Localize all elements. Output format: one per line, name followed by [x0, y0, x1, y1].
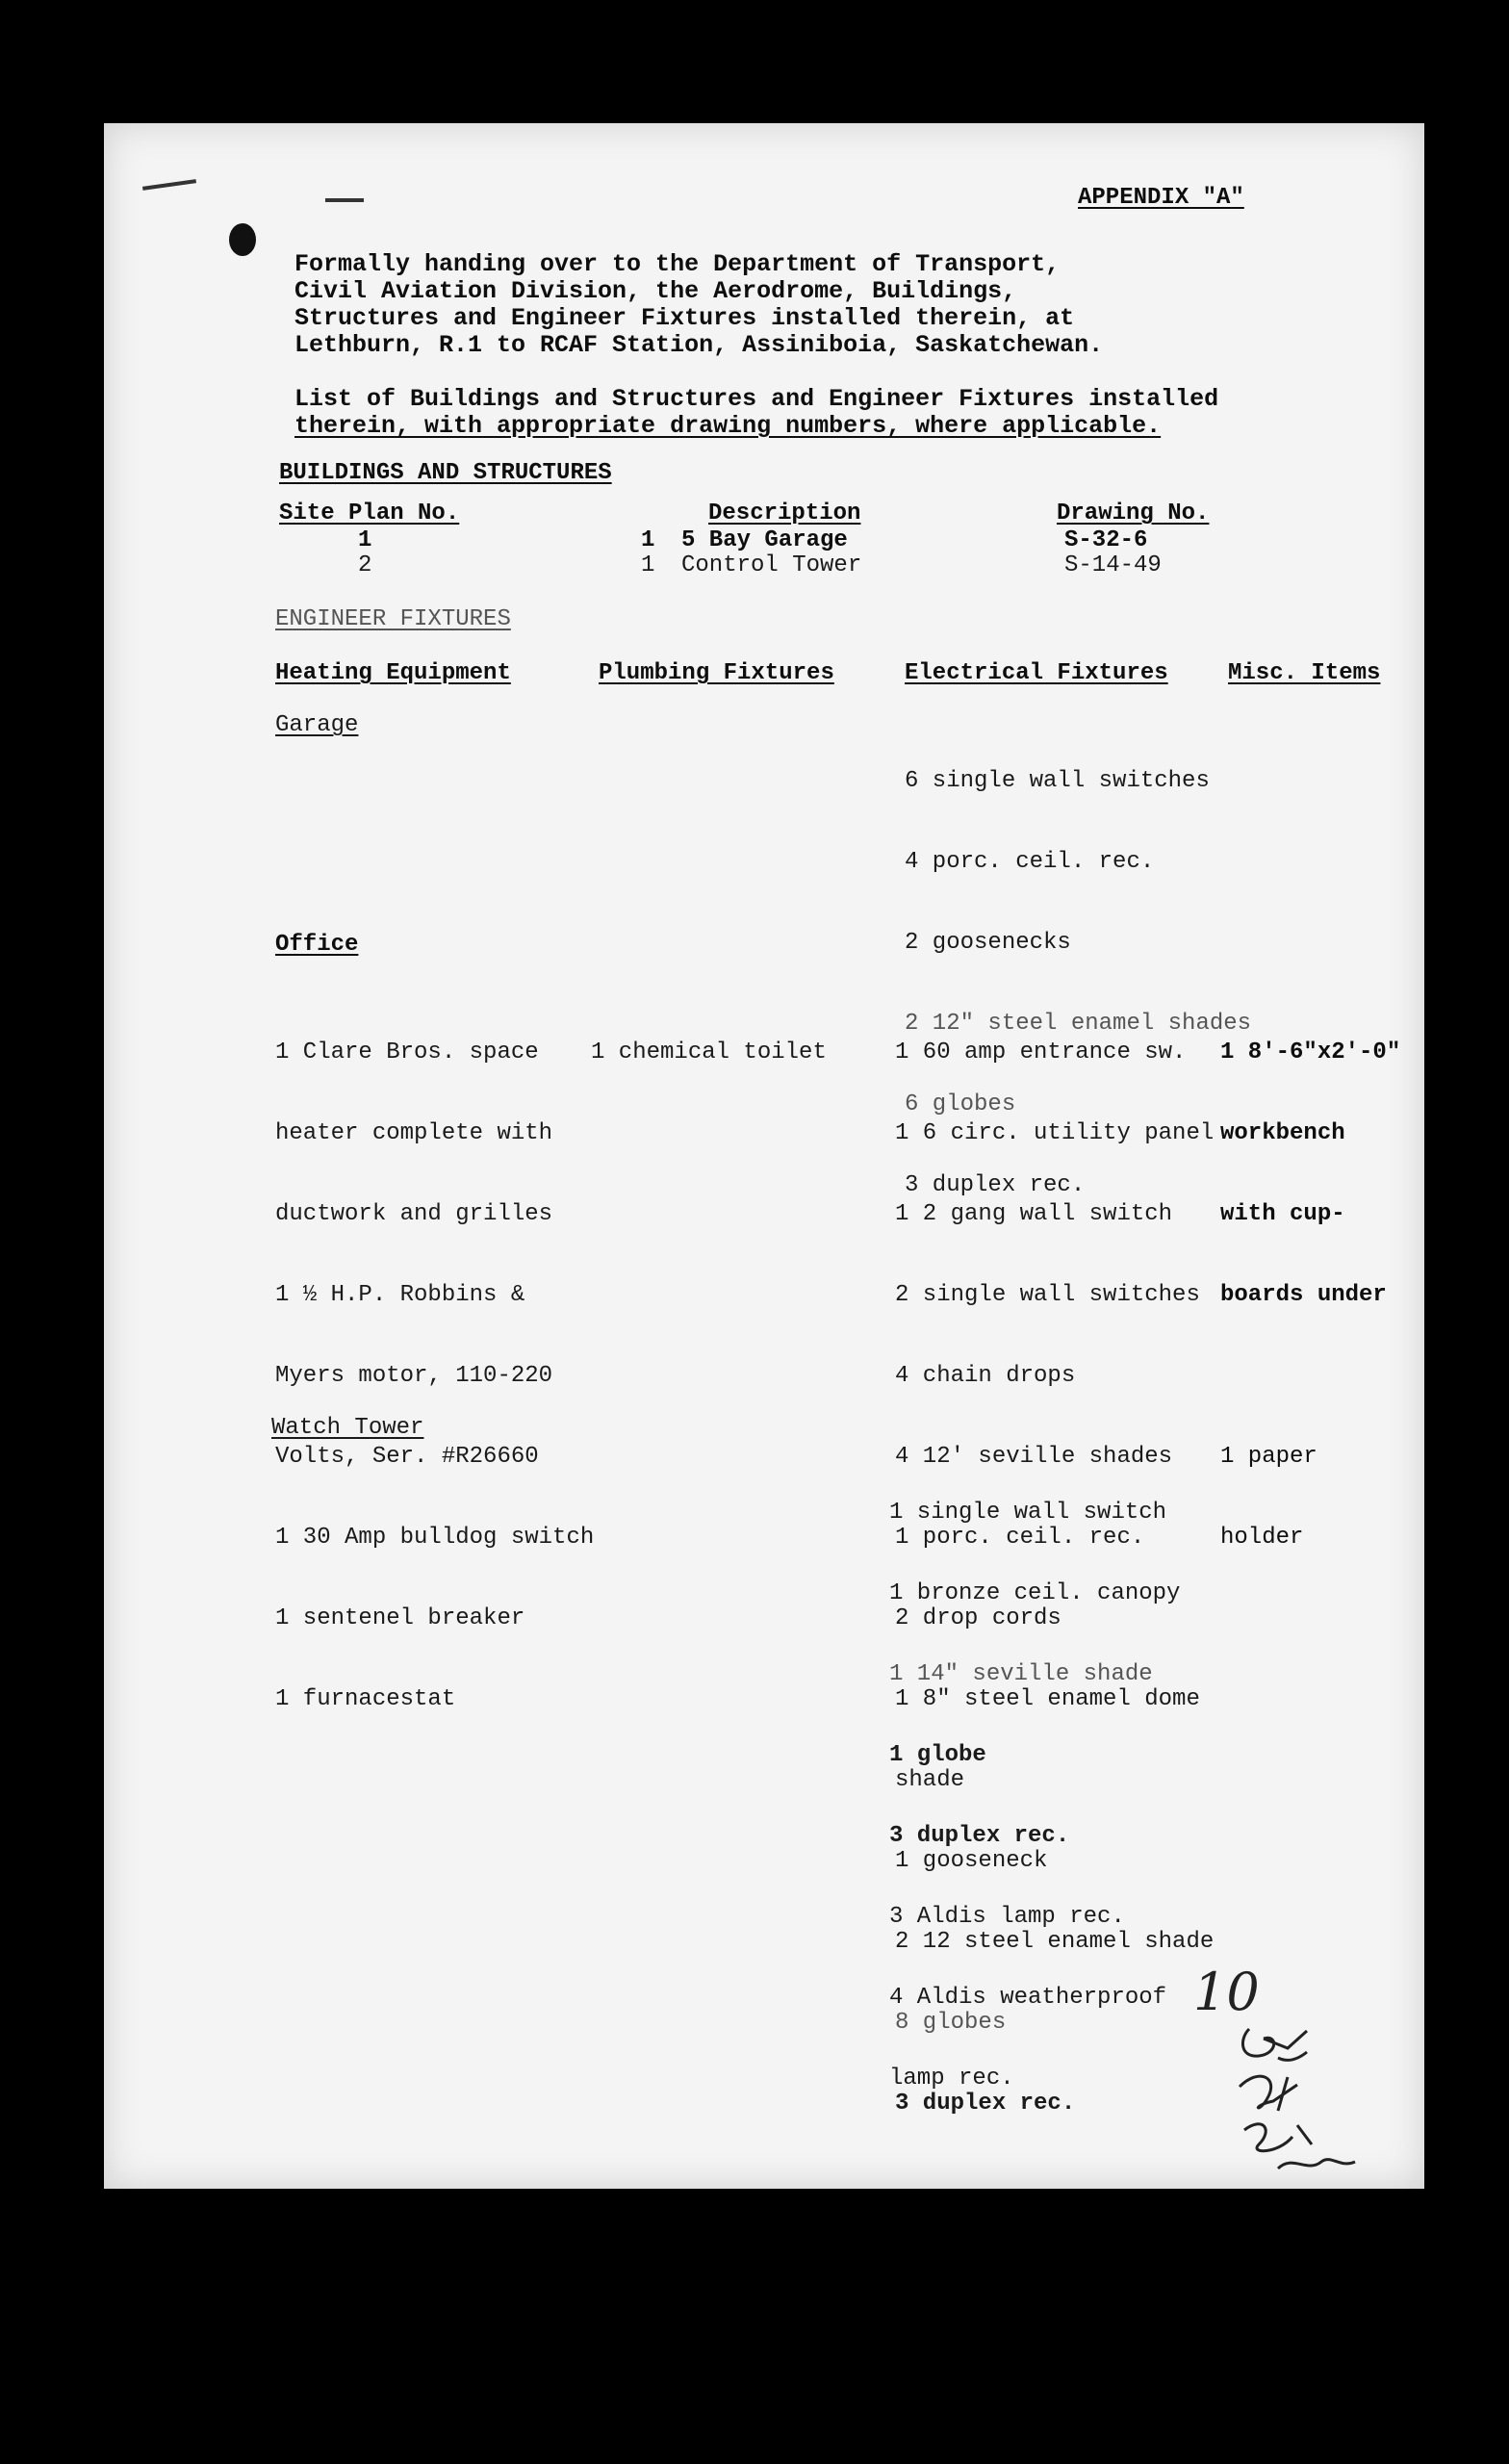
list-item: [1220, 1363, 1400, 1390]
list-item: 1 single wall switch: [889, 1500, 1167, 1526]
list-item: 1 paper: [1220, 1444, 1317, 1470]
list-item: lamp rec.: [889, 2066, 1014, 2092]
list-item: 3 duplex rec.: [895, 2091, 1076, 2117]
list-item: 3 Aldis lamp rec.: [889, 1904, 1125, 1930]
list-item: 4 12' seville shades: [895, 1444, 1173, 1470]
col-drawing-no: Drawing No.: [1057, 500, 1210, 526]
col-description: Description: [708, 500, 861, 526]
col-heating: Heating Equipment: [275, 660, 511, 686]
intro-line-2: Civil Aviation Division, the Aerodrome, Buildings,: [294, 277, 1017, 305]
list-item: 6 globes: [905, 1091, 1016, 1117]
list-item: 1 porc. ceil. rec.: [895, 1525, 1145, 1551]
list-item: Volts, Ser. #R26660: [275, 1444, 539, 1470]
building-site-1: 1: [358, 527, 372, 553]
intro-line-1: Formally handing over to the Department of Transport,: [294, 250, 1061, 278]
margin-dash-mark: [325, 198, 364, 202]
appendix-label: APPENDIX "A": [1078, 185, 1244, 211]
list-item: 1 chemical toilet: [591, 1040, 827, 1065]
margin-dash-mark: [142, 179, 196, 191]
list-item: 2 12" steel enamel shades: [905, 1011, 1252, 1037]
list-item: workbench: [1220, 1120, 1345, 1146]
list-item: 1 Clare Bros. space: [275, 1040, 539, 1065]
list-item: 8 globes: [895, 2010, 1007, 2036]
list-item: 1 ½ H.P. Robbins &: [275, 1282, 525, 1308]
buildings-heading: BUILDINGS AND STRUCTURES: [279, 460, 612, 486]
building-qty-2: 1: [641, 552, 655, 578]
list-line-2: therein, with appropriate drawing numbers, where applicable.: [294, 412, 1162, 440]
list-item: 1 8" steel enamel dome: [895, 1686, 1200, 1712]
document-page: [104, 123, 1424, 2189]
page-number: 10: [1193, 1962, 1260, 2022]
list-item: 3 duplex rec.: [905, 1172, 1086, 1198]
list-item: 1 2 gang wall switch: [895, 1201, 1173, 1227]
office-label: Office: [275, 932, 359, 958]
col-electrical: Electrical Fixtures: [905, 660, 1168, 686]
col-misc: Misc. Items: [1228, 660, 1381, 686]
list-item: Myers motor, 110-220: [275, 1363, 553, 1389]
watch-tower-label: Watch Tower: [271, 1415, 424, 1441]
building-qty-1: 1: [641, 527, 655, 553]
list-item: 1 bronze ceil. canopy: [889, 1580, 1181, 1606]
list-item: 2 drop cords: [895, 1605, 1061, 1631]
list-item: 1 6 circ. utility panel: [895, 1120, 1215, 1146]
list-item: 2 goosenecks: [905, 930, 1071, 956]
fixtures-heading: ENGINEER FIXTURES: [275, 606, 511, 632]
list-item: 1 60 amp entrance sw.: [895, 1040, 1187, 1065]
list-item: 1 furnacestat: [275, 1686, 456, 1712]
list-item: ductwork and grilles: [275, 1201, 553, 1227]
list-item: shade: [895, 1767, 965, 1793]
list-item: 1 14" seville shade: [889, 1661, 1153, 1687]
garage-label: Garage: [275, 712, 359, 738]
list-item: 1 sentenel breaker: [275, 1605, 525, 1631]
list-item: 4 Aldis weatherproof: [889, 1985, 1167, 2011]
building-drawing-1: S-32-6: [1064, 527, 1148, 553]
list-item: 1 gooseneck: [895, 1848, 1048, 1874]
office-heating-list: [275, 986, 594, 1767]
office-plumbing-list: [591, 986, 827, 1120]
list-item: holder: [1220, 1525, 1304, 1551]
list-item: boards under: [1220, 1282, 1387, 1308]
handwritten-signature: [1220, 2010, 1384, 2183]
col-plumbing: Plumbing Fixtures: [599, 660, 834, 686]
list-item: with cup-: [1220, 1201, 1345, 1227]
building-desc-1: 5 Bay Garage: [681, 527, 848, 553]
intro-line-4: Lethburn, R.1 to RCAF Station, Assiniboia, Saskatchewan.: [294, 331, 1104, 359]
col-site-plan: Site Plan No.: [279, 500, 460, 526]
building-site-2: 2: [358, 552, 372, 578]
intro-line-3: Structures and Engineer Fixtures installed therein, at: [294, 304, 1075, 332]
list-item: heater complete with: [275, 1120, 553, 1146]
list-item: 2 single wall switches: [895, 1282, 1200, 1308]
list-item: 1 8'-6"x2'-0": [1220, 1040, 1401, 1065]
office-misc-list: [1220, 986, 1400, 1605]
list-item: 2 12 steel enamel shade: [895, 1929, 1215, 1955]
list-item: 4 chain drops: [895, 1363, 1076, 1389]
list-item: 1 globe: [889, 1742, 986, 1768]
list-item: 4 porc. ceil. rec.: [905, 849, 1155, 875]
building-desc-2: Control Tower: [681, 552, 862, 578]
punch-hole-mark: [229, 223, 256, 256]
list-item: 1 30 Amp bulldog switch: [275, 1525, 595, 1551]
watch-tower-electrical-list: [889, 1446, 1180, 2146]
list-item: 3 duplex rec.: [889, 1823, 1070, 1849]
building-drawing-2: S-14-49: [1064, 552, 1162, 578]
list-item: 6 single wall switches: [905, 768, 1210, 794]
list-line-1: List of Buildings and Structures and Engineer Fixtures installed: [294, 385, 1219, 413]
